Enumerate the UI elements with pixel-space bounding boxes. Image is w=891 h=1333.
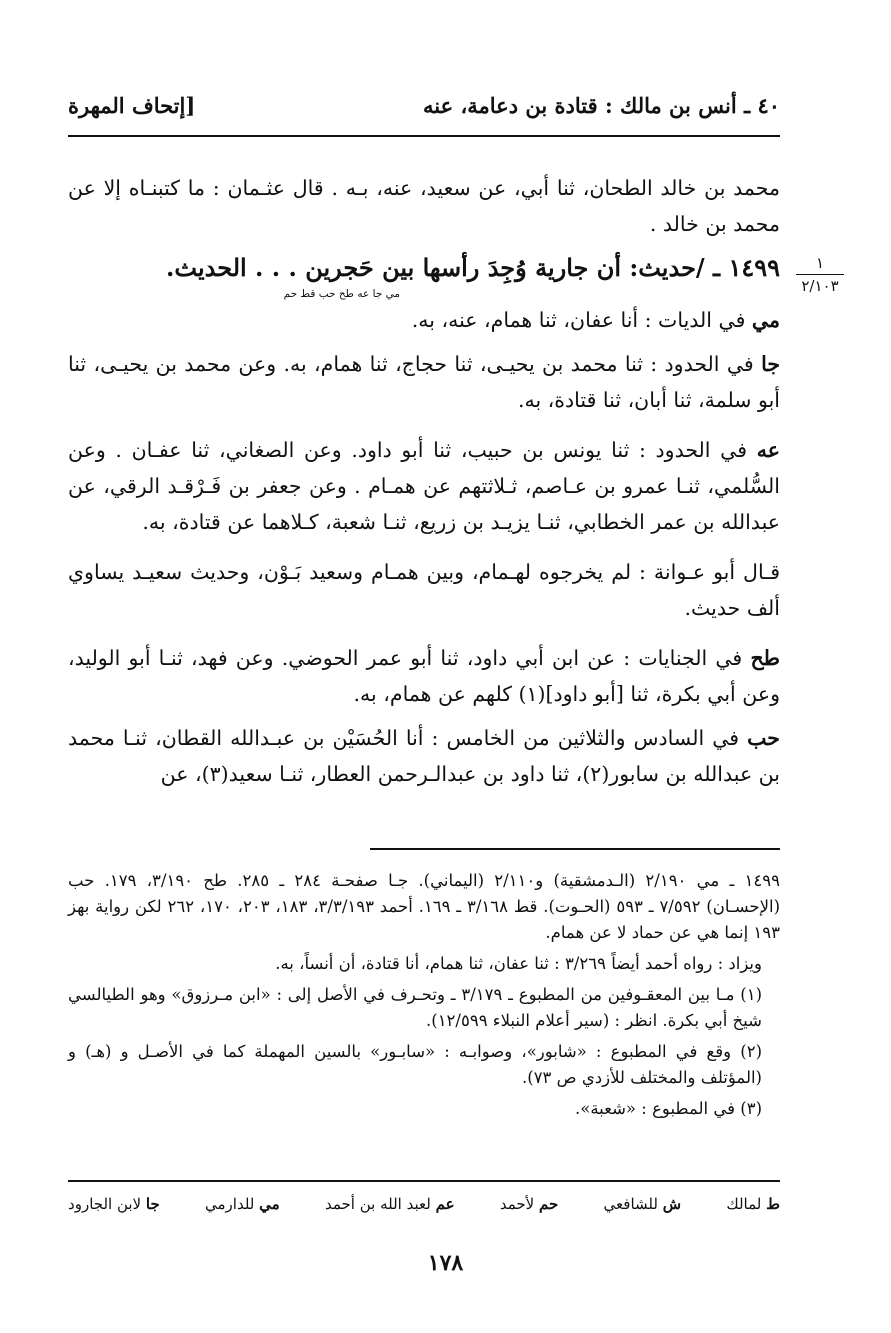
footnote-item: (٢) وقع في المطبوع : «شابور»، وصوابـه : «سابـور» بالسين المهملة كما في الأصـل و (هـ) و (المؤتلف والمختلف للأزدي ص ٧٣). xyxy=(68,1042,762,1087)
hadith-number: ١٤٩٩ xyxy=(728,253,780,282)
legend-item xyxy=(604,1195,682,1213)
legend-description: لمالك xyxy=(726,1195,762,1213)
source-paragraph xyxy=(68,720,780,792)
footnote-item: (١) مـا بين المعقـوفين من المطبوع ـ ٣/١٧٩ ـ وتحـرف في الأصل إلى : «ابن مـرزوق» وهو الطيالسي شيخ أبي بكرة. انظر : (سير أعلام النبلاء ١٢/٥٩٩). xyxy=(68,985,762,1030)
footnote-separator xyxy=(370,848,780,850)
footnote-item: ويزاد : رواه أحمد أيضاً ٣/٢٦٩ : ثنا عفان، ثنا همام، أنا قتادة، أن أنساً، به. xyxy=(275,954,762,973)
legend-description: لأحمد xyxy=(499,1195,535,1213)
header-book-title: [إتحاف المهرة xyxy=(68,92,196,118)
footnote-item: (٣) في المطبوع : «شعبة». xyxy=(574,1099,762,1118)
hadith-heading xyxy=(68,250,780,286)
legend-siglum: مي xyxy=(259,1195,280,1213)
source-paragraph xyxy=(68,346,780,418)
source-siglum: جا xyxy=(761,352,780,376)
source-text: في الحدود : ثنا محمد بن يحيـى، ثنا حجاج، ثنا همام، به. وعن محمد بن يحيـى، ثنا أبو سلمة، ثنا أبان، ثنا قتادة، به. xyxy=(68,352,780,412)
page-number: ١٧٨ xyxy=(427,1250,464,1276)
legend-description: لابن الجارود xyxy=(68,1195,142,1213)
legend-siglum: جا xyxy=(145,1195,160,1213)
running-header xyxy=(68,88,780,122)
legend-description: لعبد الله بن أحمد xyxy=(324,1195,431,1213)
source-paragraph xyxy=(68,640,780,712)
legend-siglum: حم xyxy=(538,1195,559,1213)
source-siglum: طح xyxy=(750,646,780,670)
margin-note-top: ١ xyxy=(815,254,825,272)
legend-siglum: عم xyxy=(435,1195,455,1213)
source-text: قـال أبو عـوانة : لم يخرجوه لهـمام، وبين همـام وسعيد بَـوْن، وحديث سعيـد يساوي ألف حديث. xyxy=(68,560,780,620)
hadith-title: ـ /حديث: أن جارية وُجِدَ رأسها بين حَجرين . . . الحديث. xyxy=(166,253,721,282)
intro-paragraph: محمد بن خالد الطحان، ثنا أبي، عن سعيد، عنه، بـه . قال عثـمان : ما كتبنـاه إلا عن محمد بن خالد . xyxy=(68,176,780,236)
header-chapter-title: ٤٠ ـ أنس بن مالك : قتادة بن دعامة، عنه xyxy=(423,92,780,118)
sigla-line: مي جا عه طح حب قط حم xyxy=(283,288,400,300)
legend-description: للشافعي xyxy=(603,1195,658,1213)
legend-siglum: ط xyxy=(766,1195,780,1213)
legend-item xyxy=(68,1195,160,1213)
source-siglum: مي xyxy=(751,308,780,332)
legend-item xyxy=(726,1195,780,1213)
source-text: في السادس والثلاثين من الخامس : أنا الحُسَيْن بن عبـدالله القطان، ثنـا محمد بن عبدالله بن سابور(٢)، ثنا داود بن عبدالـرحمن العطار، ثنـا سعيد(٣)، عن xyxy=(68,726,780,786)
source-siglum: عه xyxy=(756,438,780,462)
source-paragraph xyxy=(68,554,780,626)
legend-siglum: ش xyxy=(662,1195,682,1213)
legend-item xyxy=(500,1195,558,1213)
legend-description: للدارمي xyxy=(205,1195,255,1213)
legend-item xyxy=(205,1195,280,1213)
source-text: في الجنايات : عن ابن أبي داود، ثنا أبو عمر الحوضي. وعن فهد، ثنـا أبو الوليد، وعن أبي بكرة، ثنا [أبو داود](١) كلهم عن همام، به. xyxy=(68,646,780,706)
source-paragraph xyxy=(68,302,780,338)
source-text: في الحدود : ثنا يونس بن حبيب، ثنا أبو داود. وعن الصغاني، ثنا عفـان . وعن السُّلمي، ثنـا عمرو بن عـاصم، ثـلاثتهم عن همـام . وعن جعفر بن فَـرْقـد الرقي، عن عبدالله بن عمر الخطابي، ثنـا يزيـد بن زريع، ثنـا شعبة، كـلاهما عن قتادة، به. xyxy=(68,438,780,534)
siglum-legend xyxy=(68,1195,780,1213)
source-text: في الديات : أنا عفان، ثنا همام، عنه، به. xyxy=(411,308,746,332)
source-siglum: حب xyxy=(747,726,780,750)
margin-note-divider xyxy=(796,274,844,275)
main-text xyxy=(68,170,780,800)
legend-item xyxy=(325,1195,455,1213)
footnotes xyxy=(68,868,780,1127)
legend-separator xyxy=(68,1180,780,1182)
source-paragraph xyxy=(68,432,780,540)
margin-folio-note xyxy=(796,254,844,295)
footnote-item: ١٤٩٩ ـ مي ٢/١٩٠ (الـدمشقية) و٢/١١٠ (اليماني). جـا صفحـة ٢٨٤ ـ ٢٨٥. طح ٣/١٩٠، ١٧٩. حب (الإحسـان) ٧/٥٩٢ ـ ٥٩٣ (الحـوت). قط ٣/١٦٨ ـ ١٦٩. أحمد ٣/٣/١٩٣، ١٨٣، ٢٠٣، ١٧٠، ٢٦٢ لكن رواية بهز ١٩٣ إنما هي عن حماد لا عن همام. xyxy=(68,871,781,942)
margin-note-bottom: ٢/١٠٣ xyxy=(801,277,839,295)
header-rule xyxy=(68,135,780,137)
